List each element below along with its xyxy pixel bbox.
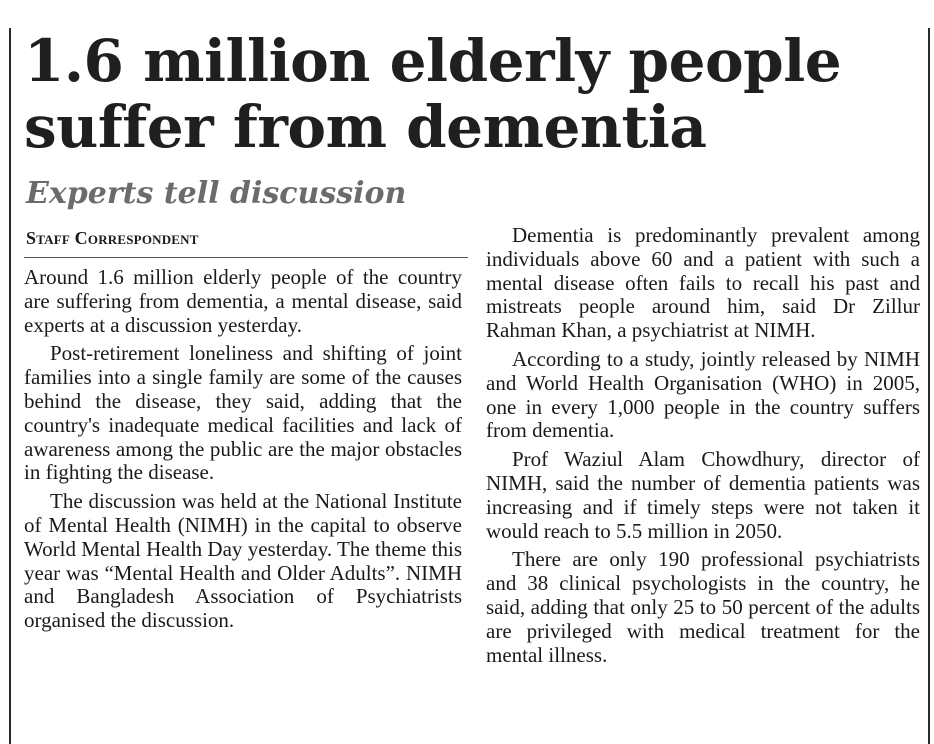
paragraph: According to a study, jointly released by NIMH and World Health Organisation (WHO) in 2005, one in every 1,000 people in the country suffers from dementia. <box>486 346 920 443</box>
paragraph: There are only 190 professional psychiatrists and 38 clinical psychologists in the country, he said, adding that only 25 to 50 percent of the adults are privileged with medical treatment for the mental illness. <box>486 547 920 667</box>
article-column-left <box>24 266 462 638</box>
headline: 1.6 million elderly people suffer from dementia <box>24 27 842 161</box>
paragraph: The discussion was held at the National Institute of Mental Health (NIMH) in the capital to observe World Mental Health Day yesterday. The theme this year was “Mental Health and Older Adults”. NIMH and Bangladesh Association of Psychiatrists organised the discussion. <box>24 489 462 633</box>
byline: Staff Correspondent <box>26 228 199 248</box>
subheadline: Experts tell discussion <box>26 176 407 211</box>
paragraph: Around 1.6 million elderly people of the country are suffering from dementia, a mental disease, said experts at a discussion yesterday. <box>24 265 462 337</box>
byline-divider <box>24 257 468 258</box>
right-column-rule <box>928 28 930 744</box>
article-column-right <box>486 224 920 672</box>
paragraph: Dementia is predominantly prevalent among individuals above 60 and a patient with such a mental disease often fails to recall his past and mistreats people around him, said Dr Zillur Rahman Khan, a psychiatrist at NIMH. <box>486 223 920 343</box>
paragraph: Post-retirement loneliness and shifting of joint families into a single family are some of the causes behind the disease, they said, adding that the country's inadequate medical facilities and lack of awareness among the public are the major obstacles in fighting the disease. <box>24 341 462 485</box>
left-column-rule <box>9 28 11 744</box>
paragraph: Prof Waziul Alam Chowdhury, director of NIMH, said the number of dementia patients was increasing and if timely steps were not taken it would reach to 5.5 million in 2050. <box>486 447 920 543</box>
